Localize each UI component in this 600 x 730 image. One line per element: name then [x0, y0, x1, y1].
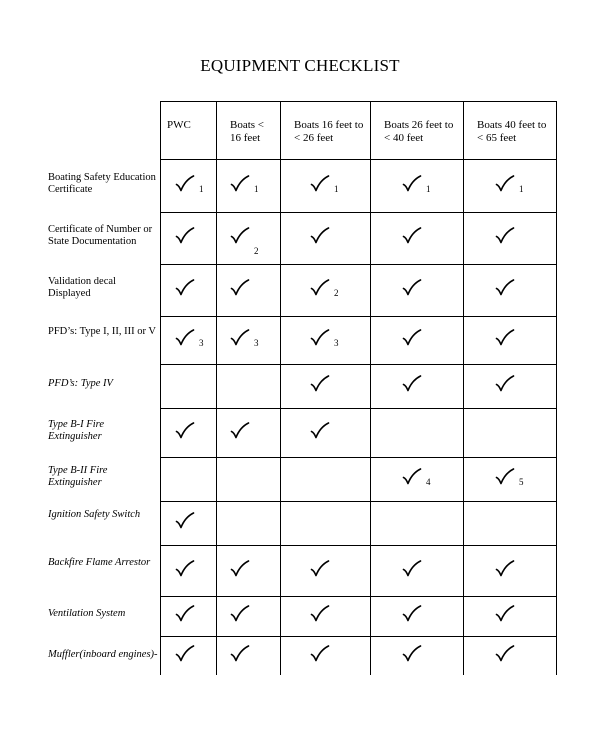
- check-mark-icon: [495, 468, 515, 486]
- check-mark-icon: [402, 560, 422, 578]
- footnote-marker: 3: [334, 338, 339, 348]
- check-mark-icon: [310, 645, 330, 663]
- table-horizontal-rule: [160, 264, 557, 265]
- check-mark-icon: [175, 560, 195, 578]
- table-horizontal-rule: [160, 316, 557, 317]
- row-label: Ignition Safety Switch: [48, 509, 141, 520]
- check-mark-icon: [175, 605, 195, 623]
- check-mark-icon: [310, 279, 330, 297]
- row-label: Ventilation System: [48, 608, 126, 619]
- row-label: PFD’s: Type I, II, III or V: [48, 326, 156, 337]
- check-mark-icon: [175, 512, 195, 530]
- column-header: Boats 16 feet to < 26 feet: [294, 119, 364, 144]
- check-mark-icon: [175, 279, 195, 297]
- check-mark-icon: [310, 560, 330, 578]
- check-mark-icon: [175, 605, 195, 623]
- row-label: PFD’s: Type IV: [48, 378, 113, 389]
- footnote-marker: 2: [254, 246, 259, 256]
- check-mark-icon: [495, 175, 515, 193]
- check-mark-icon: [495, 279, 515, 297]
- check-mark-icon: [402, 605, 422, 623]
- table-vertical-rule: [280, 101, 281, 675]
- check-mark-icon: [495, 605, 515, 623]
- check-mark-icon: [310, 605, 330, 623]
- row-label: Validation decal Displayed: [48, 276, 116, 299]
- check-mark-icon: [495, 605, 515, 623]
- page-title: EQUIPMENT CHECKLIST: [200, 56, 400, 75]
- footnote-marker: 1: [199, 183, 204, 194]
- check-mark-icon: [230, 175, 250, 193]
- footnote-marker: 1: [334, 183, 339, 194]
- check-mark-icon: [175, 560, 195, 578]
- column-header: Boats 40 feet to < 65 feet: [477, 119, 547, 144]
- table-horizontal-rule: [160, 457, 557, 458]
- check-mark-icon: [310, 175, 330, 193]
- check-mark-icon: [310, 227, 330, 245]
- check-mark-icon: [402, 605, 422, 623]
- footnote-marker: 2: [334, 288, 339, 298]
- table-vertical-rule: [556, 101, 557, 675]
- check-mark-icon: [495, 227, 515, 245]
- check-mark-icon: [495, 645, 515, 663]
- table-vertical-rule: [463, 101, 464, 675]
- check-mark-icon: [402, 468, 422, 486]
- table-horizontal-rule: [160, 636, 557, 637]
- check-mark-icon: [230, 645, 250, 663]
- check-mark-icon: [230, 175, 250, 193]
- check-mark-icon: [495, 329, 515, 347]
- row-label: Boating Safety Education Certificate: [48, 171, 156, 195]
- check-mark-icon: [230, 329, 250, 347]
- table-horizontal-rule: [160, 212, 557, 213]
- check-mark-icon: [175, 645, 195, 663]
- check-mark-icon: [495, 175, 515, 193]
- check-mark-icon: [495, 560, 515, 578]
- footnote-marker: 1: [254, 183, 259, 194]
- check-mark-icon: [402, 279, 422, 297]
- check-mark-icon: [310, 279, 330, 297]
- check-mark-icon: [402, 329, 422, 347]
- check-mark-icon: [495, 645, 515, 663]
- table-horizontal-rule: [160, 364, 557, 365]
- table-horizontal-rule: [160, 101, 557, 102]
- check-mark-icon: [495, 329, 515, 347]
- check-mark-icon: [310, 560, 330, 578]
- check-mark-icon: [230, 422, 250, 440]
- check-mark-icon: [402, 468, 422, 486]
- check-mark-icon: [310, 227, 330, 245]
- check-mark-icon: [230, 422, 250, 440]
- column-header: Boats < 16 feet: [230, 119, 265, 144]
- table-vertical-rule: [370, 101, 371, 675]
- footnote-marker: 1: [519, 183, 524, 194]
- check-mark-icon: [230, 279, 250, 297]
- column-header: PWC: [167, 119, 191, 131]
- check-mark-icon: [230, 645, 250, 663]
- check-mark-icon: [310, 422, 330, 440]
- table-horizontal-rule: [160, 159, 557, 160]
- check-mark-icon: [230, 227, 250, 245]
- check-mark-icon: [402, 375, 422, 393]
- check-mark-icon: [310, 375, 330, 393]
- table-vertical-rule: [216, 101, 217, 675]
- check-mark-icon: [402, 645, 422, 663]
- check-mark-icon: [402, 175, 422, 193]
- check-mark-icon: [402, 175, 422, 193]
- check-mark-icon: [230, 227, 250, 245]
- check-mark-icon: [495, 560, 515, 578]
- footnote-marker: 5: [519, 477, 524, 487]
- column-header: Boats 26 feet to < 40 feet: [384, 119, 454, 144]
- check-mark-icon: [402, 227, 422, 245]
- table-vertical-rule: [160, 101, 161, 675]
- check-mark-icon: [402, 645, 422, 663]
- check-mark-icon: [175, 422, 195, 440]
- check-mark-icon: [495, 227, 515, 245]
- check-mark-icon: [402, 560, 422, 578]
- check-mark-icon: [495, 375, 515, 393]
- check-mark-icon: [310, 175, 330, 193]
- footnote-marker: 1: [426, 183, 431, 194]
- footnote-marker: 3: [199, 338, 204, 348]
- check-mark-icon: [495, 279, 515, 297]
- table-horizontal-rule: [160, 596, 557, 597]
- row-label: Backfire Flame Arrestor: [48, 556, 151, 568]
- check-mark-icon: [310, 645, 330, 663]
- check-mark-icon: [310, 329, 330, 347]
- check-mark-icon: [310, 422, 330, 440]
- check-mark-icon: [230, 605, 250, 623]
- check-mark-icon: [310, 375, 330, 393]
- table-horizontal-rule: [160, 501, 557, 502]
- check-mark-icon: [175, 227, 195, 245]
- check-mark-icon: [495, 468, 515, 486]
- check-mark-icon: [230, 329, 250, 347]
- check-mark-icon: [402, 279, 422, 297]
- check-mark-icon: [175, 329, 195, 347]
- footnote-marker: 4: [426, 477, 431, 487]
- table-horizontal-rule: [160, 408, 557, 409]
- check-mark-icon: [495, 375, 515, 393]
- row-label: Certificate of Number or State Documentation: [48, 224, 153, 247]
- check-mark-icon: [175, 645, 195, 663]
- check-mark-icon: [175, 422, 195, 440]
- check-mark-icon: [230, 560, 250, 578]
- check-mark-icon: [230, 605, 250, 623]
- check-mark-icon: [175, 175, 195, 193]
- check-mark-icon: [175, 329, 195, 347]
- check-mark-icon: [310, 605, 330, 623]
- row-label: Type B-II Fire Extinguisher: [48, 465, 108, 488]
- check-mark-icon: [402, 227, 422, 245]
- check-mark-icon: [230, 560, 250, 578]
- check-mark-icon: [402, 375, 422, 393]
- row-label: Type B-I Fire Extinguisher: [48, 418, 104, 442]
- row-label: Muffler(inboard engines)-: [48, 648, 158, 660]
- check-mark-icon: [175, 175, 195, 193]
- check-mark-icon: [175, 279, 195, 297]
- check-mark-icon: [175, 227, 195, 245]
- table-horizontal-rule: [160, 545, 557, 546]
- check-mark-icon: [402, 329, 422, 347]
- check-mark-icon: [230, 279, 250, 297]
- footnote-marker: 3: [254, 338, 259, 348]
- check-mark-icon: [310, 329, 330, 347]
- check-mark-icon: [175, 512, 195, 530]
